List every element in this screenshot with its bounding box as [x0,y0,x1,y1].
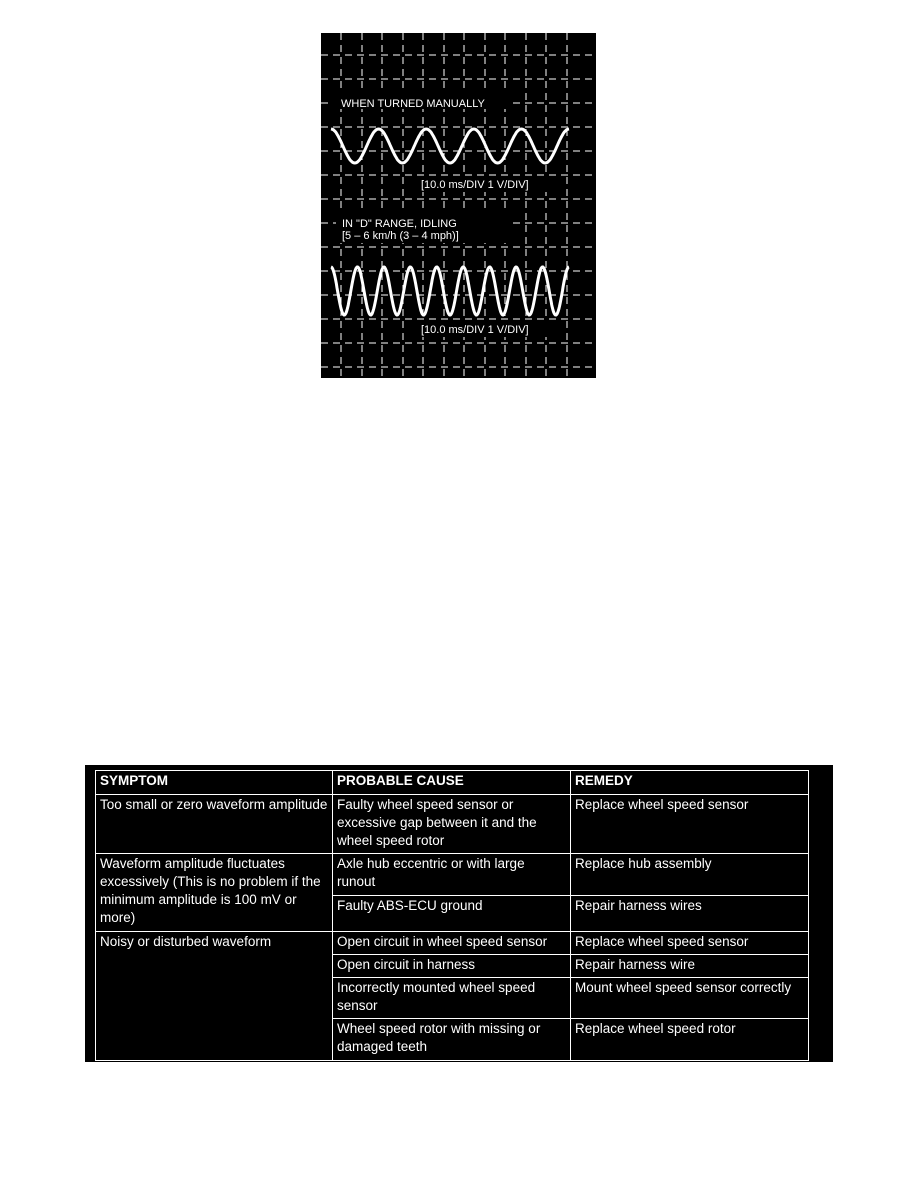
lower-scale-label: [10.0 ms/DIV 1 V/DIV] [421,324,529,336]
table-row [96,795,809,854]
header-symptom: SYMPTOM [96,771,333,795]
upper-waveform-trace [331,129,569,163]
symptom-cell: Noisy or disturbed waveform [96,931,333,1060]
waveform-figure [321,33,596,378]
remedy-cell: Mount wheel speed sensor correctly [570,978,808,1019]
cause-cell: Axle hub eccentric or with large runout [332,854,570,896]
remedy-cell: Replace wheel speed rotor [570,1019,808,1061]
upper-waveform-label: WHEN TURNED MANUALLY [341,98,485,110]
remedy-cell: Replace wheel speed sensor [570,795,808,854]
header-probable-cause: PROBABLE CAUSE [332,771,570,795]
cause-cell: Open circuit in wheel speed sensor [332,931,570,954]
symptom-cell: Too small or zero waveform amplitude [96,795,333,854]
cause-cell: Wheel speed rotor with missing or damaged teeth [332,1019,570,1061]
cause-cell: Incorrectly mounted wheel speed sensor [332,978,570,1019]
table-header-row [96,771,809,795]
cause-cell: Faulty wheel speed sensor or excessive gap between it and the wheel speed rotor [332,795,570,854]
diagnosis-table-panel [85,765,833,1062]
table-row [96,854,809,896]
symptom-cell: Waveform amplitude fluctuates excessively (This is no problem if the minimum amplitude is 100 mV or more) [96,854,333,931]
cause-cell: Faulty ABS-ECU ground [332,895,570,931]
cause-cell: Open circuit in harness [332,954,570,977]
remedy-cell: Repair harness wire [570,954,808,977]
lower-waveform-label-line2: [5 – 6 km/h (3 – 4 mph)] [342,230,459,242]
table-row [96,931,809,954]
remedy-cell: Repair harness wires [570,895,808,931]
upper-scale-label: [10.0 ms/DIV 1 V/DIV] [421,179,529,191]
lower-waveform-label-line1: IN "D" RANGE, IDLING [342,218,457,230]
diagnosis-table [95,770,809,1061]
oscilloscope-screen [321,33,596,378]
header-remedy: REMEDY [570,771,808,795]
lower-waveform-trace [331,267,569,315]
remedy-cell: Replace hub assembly [570,854,808,896]
remedy-cell: Replace wheel speed sensor [570,931,808,954]
